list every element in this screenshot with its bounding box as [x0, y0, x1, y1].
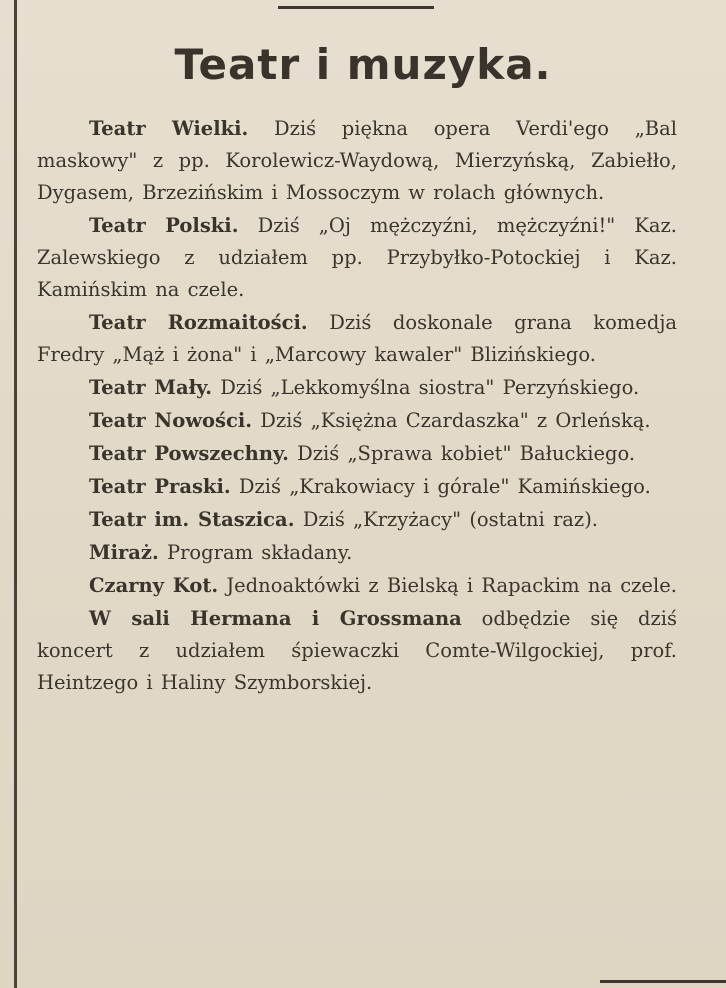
entry-teatr-praski: [37, 471, 677, 503]
section-rule-top: [278, 6, 434, 9]
entry-sala-hermana: [37, 603, 677, 699]
entry-name: Teatr Praski.: [89, 475, 231, 498]
entry-teatr-rozmaitosci: [37, 307, 677, 371]
entry-text: Dziś „Oj mężczyźni, mężczyźni!" Kaz. Zalewskiego z udziałem pp. Przybyłko-Potockiej i Kaz. Kamińskim na czele.: [37, 214, 677, 301]
entry-name: Teatr Powszechny.: [89, 442, 289, 465]
entry-name: Teatr Wielki.: [89, 117, 249, 140]
entry-name: Teatr Rozmaitości.: [89, 311, 308, 334]
entry-text: Dziś doskonale grana komedja Fredry „Mąż i żona" i „Marcowy kawaler" Blizińskiego.: [37, 311, 677, 366]
entry-teatr-nowosci: [37, 405, 677, 437]
column-divider-left: [14, 0, 17, 988]
entry-teatr-polski: [37, 210, 677, 306]
entry-text: Dziś „Sprawa kobiet" Bałuckiego.: [297, 442, 636, 465]
entry-text: Dziś „Krzyżacy" (ostatni raz).: [302, 508, 598, 531]
article-body: [37, 113, 677, 700]
entry-teatr-staszica: [37, 504, 677, 536]
section-headline: Teatr i muzyka.: [174, 40, 552, 89]
entry-teatr-maly: [37, 372, 677, 404]
section-rule-bottom: [600, 980, 726, 983]
entry-teatr-powszechny: [37, 438, 677, 470]
entry-name: Teatr im. Staszica.: [89, 508, 295, 531]
entry-czarny-kot: [37, 570, 677, 602]
entry-miraz: [37, 537, 677, 569]
entry-text: Dziś „Lekkomyślna siostra" Perzyńskiego.: [220, 376, 640, 399]
entry-name: W sali Hermana i Grossmana: [89, 607, 462, 630]
entry-name: Miraż.: [89, 541, 159, 564]
entry-name: Teatr Nowości.: [89, 409, 253, 432]
entry-text: Jednoaktówki z Bielską i Rapackim na czele.: [226, 574, 677, 597]
entry-text: Dziś „Krakowiacy i górale" Kamińskiego.: [238, 475, 651, 498]
entry-text: Dziś piękna opera Verdi'ego „Bal maskowy" z pp. Korolewicz-Waydową, Mierzyńską, Zabiełło, Dygasem, Brzezińskim i Mossoczym w rolach głównych.: [37, 117, 677, 204]
entry-text: Dziś „Księżna Czardaszka" z Orleńską.: [260, 409, 651, 432]
entry-text: odbędzie się dziś koncert z udziałem śpiewaczki Comte-Wilgockiej, prof. Heintzego i Haliny Szymborskiej.: [37, 607, 677, 694]
entry-name: Teatr Polski.: [89, 214, 239, 237]
entry-teatr-wielki: [37, 113, 677, 209]
entry-name: Czarny Kot.: [89, 574, 219, 597]
entry-name: Teatr Mały.: [89, 376, 212, 399]
entry-text: Program składany.: [166, 541, 353, 564]
